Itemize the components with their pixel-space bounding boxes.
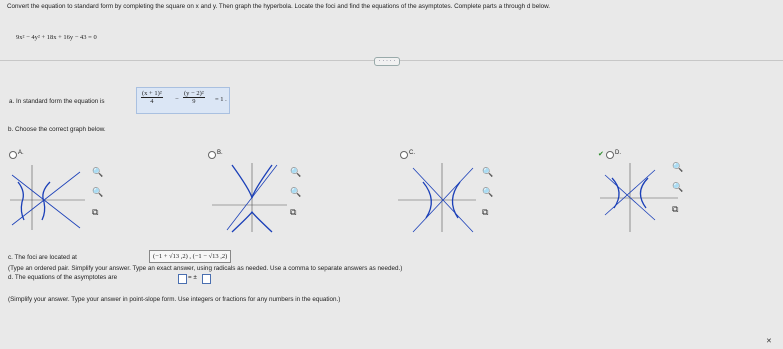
- option-a-label: A.: [18, 150, 24, 156]
- option-b-radio[interactable]: [208, 151, 216, 159]
- option-d-radio[interactable]: [606, 151, 614, 159]
- open-graph-icon-b[interactable]: ⧉: [290, 207, 297, 217]
- part-d-label: d. The equations of the asymptotes are: [8, 274, 118, 281]
- problem-instructions: Convert the equation to standard form by completing the square on x and y. Then graph the hyperbola. Locate the foci and find the equations of the asymptotes. Complete parts a through d below.: [7, 3, 551, 10]
- graph-option-d: [600, 160, 680, 235]
- asymptote-rhs-input[interactable]: [202, 274, 211, 284]
- zoom-out-icon-c[interactable]: 🔍: [482, 187, 494, 197]
- standard-form-answer[interactable]: [136, 87, 230, 114]
- zoom-out-icon-d[interactable]: 🔍: [672, 182, 684, 192]
- zoom-out-icon-a[interactable]: 🔍: [92, 187, 104, 197]
- zoom-in-icon-d[interactable]: 🔍: [672, 162, 684, 172]
- zoom-in-icon-c[interactable]: 🔍: [482, 167, 494, 177]
- asymptote-lhs-input[interactable]: [178, 274, 187, 284]
- fraction-y-numerator: (y − 2)²: [184, 90, 204, 97]
- fraction-x-numerator: (x + 1)²: [142, 90, 162, 97]
- option-c-radio[interactable]: [400, 151, 408, 159]
- open-graph-icon-d[interactable]: ⧉: [672, 204, 679, 214]
- part-b-label: b. Choose the correct graph below.: [8, 126, 106, 133]
- zoom-out-icon-b[interactable]: 🔍: [290, 187, 302, 197]
- plus-minus-sign: = ±: [188, 274, 197, 281]
- option-b-label: B.: [217, 150, 223, 156]
- open-graph-icon-a[interactable]: ⧉: [92, 207, 99, 217]
- fraction-y-denominator: 9: [192, 98, 196, 105]
- part-c-instruction: (Type an ordered pair. Simplify your answer. Type an exact answer, using radicals as needed. Use a comma to separate answers as needed.): [8, 265, 403, 272]
- option-d-label: D.: [615, 150, 621, 156]
- fraction-x: [141, 90, 163, 105]
- foci-answer[interactable]: (−1 + √13 ,2) , (−1 − √13 ,2): [149, 250, 231, 263]
- fraction-x-denominator: 4: [150, 98, 154, 105]
- graph-option-a: [10, 160, 90, 235]
- expand-more-button[interactable]: · · · · ·: [374, 57, 400, 66]
- minus-sign: −: [175, 96, 179, 103]
- graph-option-c: [398, 160, 478, 235]
- zoom-in-icon-b[interactable]: 🔍: [290, 167, 302, 177]
- part-a-label: a. In standard form the equation is: [9, 98, 105, 105]
- close-icon[interactable]: ✕: [766, 338, 772, 345]
- checkmark-icon: ✔: [598, 151, 604, 158]
- graph-option-b: [212, 160, 292, 235]
- part-d-instruction: (Simplify your answer. Type your answer in point-slope form. Use integers or fractions for any numbers in the equation.): [8, 296, 341, 303]
- part-c-label: c. The foci are located at: [8, 254, 77, 261]
- open-graph-icon-c[interactable]: ⧉: [482, 207, 489, 217]
- option-a-radio[interactable]: [9, 151, 17, 159]
- zoom-in-icon-a[interactable]: 🔍: [92, 167, 104, 177]
- given-equation: 9x² − 4y² + 18x + 16y − 43 = 0: [16, 34, 97, 41]
- fraction-y: [183, 90, 205, 105]
- option-c-label: C.: [409, 150, 415, 156]
- equals-one: = 1 .: [215, 96, 227, 103]
